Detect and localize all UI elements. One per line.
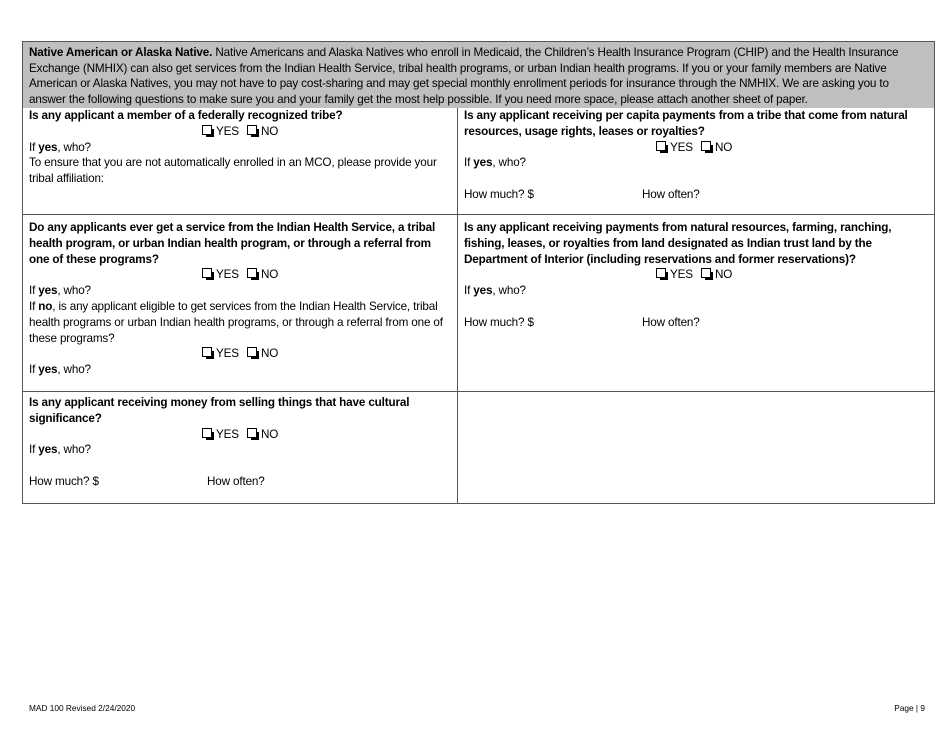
yes-checkbox[interactable] — [202, 428, 212, 438]
yes-checkbox[interactable] — [202, 125, 212, 135]
if-yes-who: If yes, who? — [29, 284, 91, 298]
how-much-label: How much? $ — [464, 315, 534, 329]
yes-label: YES — [670, 268, 693, 282]
intro-heading: Native American or Alaska Native. — [29, 46, 213, 59]
if-yes-who: If yes, who? — [29, 140, 91, 154]
how-often-label: How often? — [642, 188, 700, 202]
no-label: NO — [260, 347, 279, 361]
page-number: Page | 9 — [894, 703, 925, 713]
no-label: NO — [260, 268, 279, 282]
question-tribe-member: Is any applicant a member of a federally recognized tribe? — [29, 109, 343, 122]
question-cell-tribe-member — [23, 108, 457, 187]
no-label: NO — [260, 427, 279, 441]
question-cell-cultural-sales — [23, 395, 457, 490]
question-cultural-sales: Is any applicant receiving money from selling things that have cultural significance? — [29, 396, 410, 425]
yes-no-options — [464, 267, 928, 283]
yes-no-options — [29, 124, 451, 140]
if-yes-who: If yes, who? — [464, 284, 526, 298]
yes-label: YES — [670, 140, 693, 154]
row-divider-1 — [23, 214, 934, 215]
empty-cell — [458, 392, 934, 504]
if-yes-who: If yes, who? — [464, 156, 526, 170]
mco-affiliation-prompt: To ensure that you are not automatically enrolled in an MCO, please provide your tribal affiliation: — [29, 156, 437, 186]
yes-checkbox[interactable] — [656, 141, 666, 151]
no-label: NO — [714, 140, 733, 154]
no-checkbox[interactable] — [247, 268, 257, 278]
no-checkbox[interactable] — [701, 141, 711, 151]
no-checkbox[interactable] — [701, 268, 711, 278]
yes-no-options — [29, 427, 451, 443]
payment-amount-row — [29, 474, 451, 490]
if-yes-who: If yes, who? — [29, 443, 91, 457]
yes-checkbox[interactable] — [202, 347, 212, 357]
question-cell-ihs-service — [23, 220, 457, 378]
how-often-label: How often? — [642, 315, 700, 329]
payment-amount-row — [464, 315, 928, 331]
intro-panel — [23, 42, 934, 108]
payment-amount-row — [464, 187, 928, 203]
if-no-eligibility-question: If no, is any applicant eligible to get services from the Indian Health Service, tribal health programs or urban Indian health programs, or through a referral from one of these programs? — [29, 299, 443, 345]
no-checkbox[interactable] — [247, 347, 257, 357]
yes-no-options — [464, 140, 928, 156]
form-revision-id: MAD 100 Revised 2/24/2020 — [29, 703, 136, 713]
no-checkbox[interactable] — [247, 125, 257, 135]
yes-checkbox[interactable] — [202, 268, 212, 278]
how-much-label: How much? $ — [29, 475, 99, 489]
question-cell-trust-land — [458, 220, 934, 331]
native-american-form-section — [22, 41, 935, 504]
yes-label: YES — [216, 347, 239, 361]
yes-no-options-eligibility — [29, 346, 451, 362]
yes-checkbox[interactable] — [656, 268, 666, 278]
no-checkbox[interactable] — [247, 428, 257, 438]
if-yes-who-eligibility: If yes, who? — [29, 363, 91, 377]
no-label: NO — [714, 268, 733, 282]
question-ihs-service: Do any applicants ever get a service from the Indian Health Service, a tribal health program, or urban Indian health program, or through a referral from one of these programs? — [29, 221, 436, 266]
yes-no-options — [29, 267, 451, 283]
question-cell-per-capita — [458, 108, 934, 203]
intro-text: Native Americans and Alaska Natives who enroll in Medicaid, the Children’s Health Insurance Program (CHIP) and the Health Insurance Exchange (NMHIX) can also get services from the Indian Health Service, tribal health programs, or urban Indian health programs. If you or your family members are Native American or Alaska Natives, you may not have to pay cost-sharing and may get special monthly enrollment periods for insurance through the NMHIX. We are asking you to answer the following questions to make sure you and your family get the most help possible. If you need more space, please attach another sheet of paper. — [29, 46, 899, 106]
yes-label: YES — [216, 268, 239, 282]
yes-label: YES — [216, 427, 239, 441]
question-per-capita: Is any applicant receiving per capita payments from a tribe that come from natural resources, usage rights, leases or royalties? — [464, 109, 908, 138]
how-much-label: How much? $ — [464, 188, 534, 202]
no-label: NO — [260, 124, 279, 138]
how-often-label: How often? — [207, 475, 265, 489]
question-trust-land: Is any applicant receiving payments from natural resources, farming, ranching, fishing, leases, or royalties from land designated as Indian trust land by the Department of Interior (including reservations and former reservations)? — [464, 221, 892, 266]
yes-label: YES — [216, 124, 239, 138]
